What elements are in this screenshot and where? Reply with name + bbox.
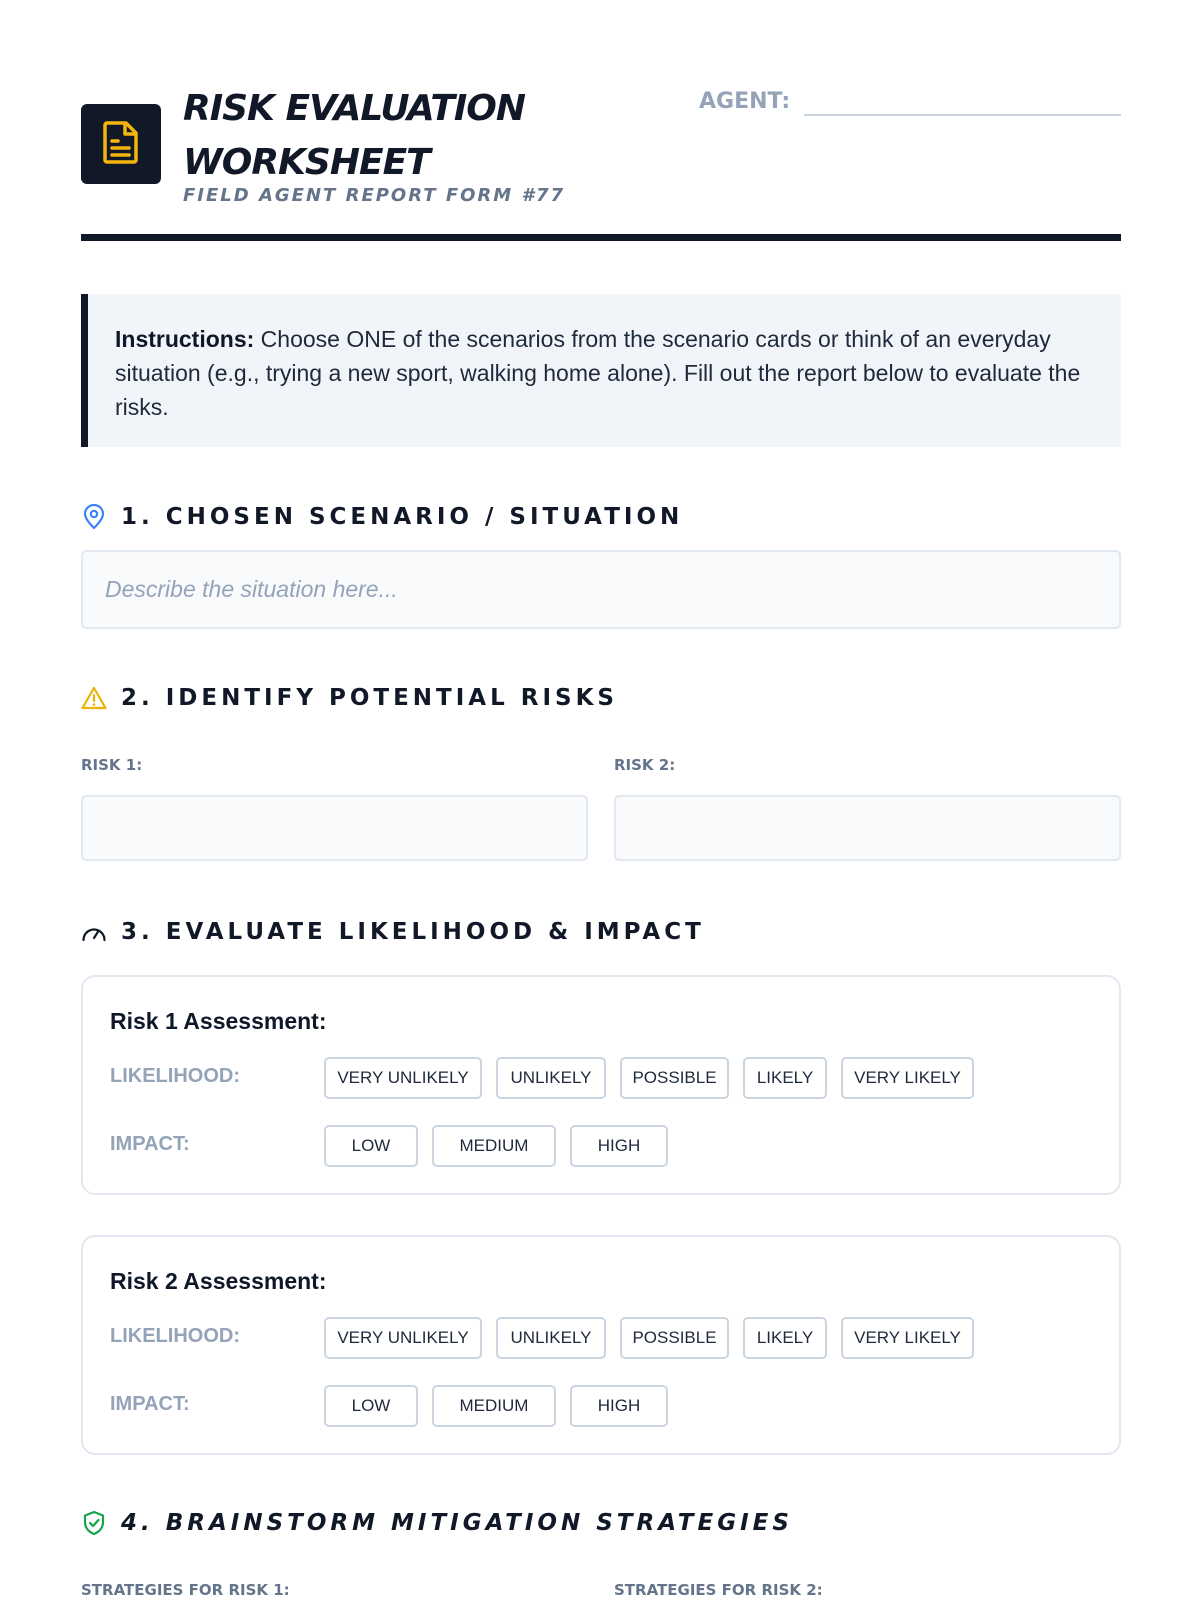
header-divider [81,234,1121,241]
warning-icon [81,685,107,711]
instructions-text: Choose ONE of the scenarios from the scenario cards or think of an everyday situation (e.g., trying a new sport, walking home alone). Fill out the report below to evaluate the risks. [115,326,1081,420]
impact-option-low[interactable]: LOW [324,1385,418,1427]
risk-2-label: RISK 2: [614,756,676,774]
likelihood-label: LIKELIHOOD: [110,1065,240,1087]
scenario-input[interactable]: Describe the situation here... [81,550,1121,629]
logo [81,104,161,184]
shield-check-icon [81,1510,107,1536]
section-2-title: 2. IDENTIFY POTENTIAL RISKS [121,685,618,711]
likelihood-options [324,1317,988,1359]
section-3-title: 3. EVALUATE LIKELIHOOD & IMPACT [121,919,705,945]
impact-option-high[interactable]: HIGH [570,1125,668,1167]
impact-option-medium[interactable]: MEDIUM [432,1125,556,1167]
page-title: RISK EVALUATION WORKSHEET [183,88,526,183]
likelihood-option-possible[interactable]: POSSIBLE [620,1057,729,1099]
likelihood-label: LIKELIHOOD: [110,1325,240,1347]
likelihood-option-very-unlikely[interactable]: VERY UNLIKELY [324,1317,482,1359]
impact-label: IMPACT: [110,1133,190,1155]
section-2-heading [81,685,618,711]
impact-option-high[interactable]: HIGH [570,1385,668,1427]
likelihood-option-unlikely[interactable]: UNLIKELY [496,1317,606,1359]
instructions-heading: Instructions: [115,326,255,352]
likelihood-option-possible[interactable]: POSSIBLE [620,1317,729,1359]
likelihood-option-likely[interactable]: LIKELY [743,1317,827,1359]
risk-1-label: RISK 1: [81,756,143,774]
agent-field [699,82,1121,116]
agent-label: AGENT: [699,89,791,114]
map-pin-icon [81,504,107,530]
worksheet-page [81,0,1121,1599]
section-1-title: 1. CHOSEN SCENARIO / SITUATION [121,504,684,530]
page-subtitle: FIELD AGENT REPORT FORM #77 [183,185,566,206]
impact-label: IMPACT: [110,1393,190,1415]
agent-input[interactable] [804,84,1121,116]
impact-options [324,1385,682,1427]
section-4-heading [81,1510,793,1536]
impact-option-low[interactable]: LOW [324,1125,418,1167]
likelihood-option-unlikely[interactable]: UNLIKELY [496,1057,606,1099]
risk-1-input[interactable] [81,795,588,861]
likelihood-option-very-likely[interactable]: VERY LIKELY [841,1057,974,1099]
impact-option-medium[interactable]: MEDIUM [432,1385,556,1427]
section-4-title: 4. BRAINSTORM MITIGATION STRATEGIES [121,1510,793,1536]
document-icon [101,120,141,169]
assessment-title: Risk 2 Assessment: [110,1268,327,1294]
likelihood-option-likely[interactable]: LIKELY [743,1057,827,1099]
strategies-risk-2-label: STRATEGIES FOR RISK 2: [614,1581,823,1599]
impact-options [324,1125,682,1167]
likelihood-option-very-likely[interactable]: VERY LIKELY [841,1317,974,1359]
gauge-icon [81,919,107,945]
section-1-heading [81,504,683,530]
instructions-box [81,294,1121,447]
likelihood-option-very-unlikely[interactable]: VERY UNLIKELY [324,1057,482,1099]
likelihood-options [324,1057,988,1099]
risk-2-input[interactable] [614,795,1121,861]
strategies-risk-1-label: STRATEGIES FOR RISK 1: [81,1581,290,1599]
section-3-heading [81,919,705,945]
assessment-title: Risk 1 Assessment: [110,1008,327,1034]
risk-1-assessment-card [81,975,1121,1195]
risk-2-assessment-card [81,1235,1121,1455]
worksheet-header [81,0,1121,242]
